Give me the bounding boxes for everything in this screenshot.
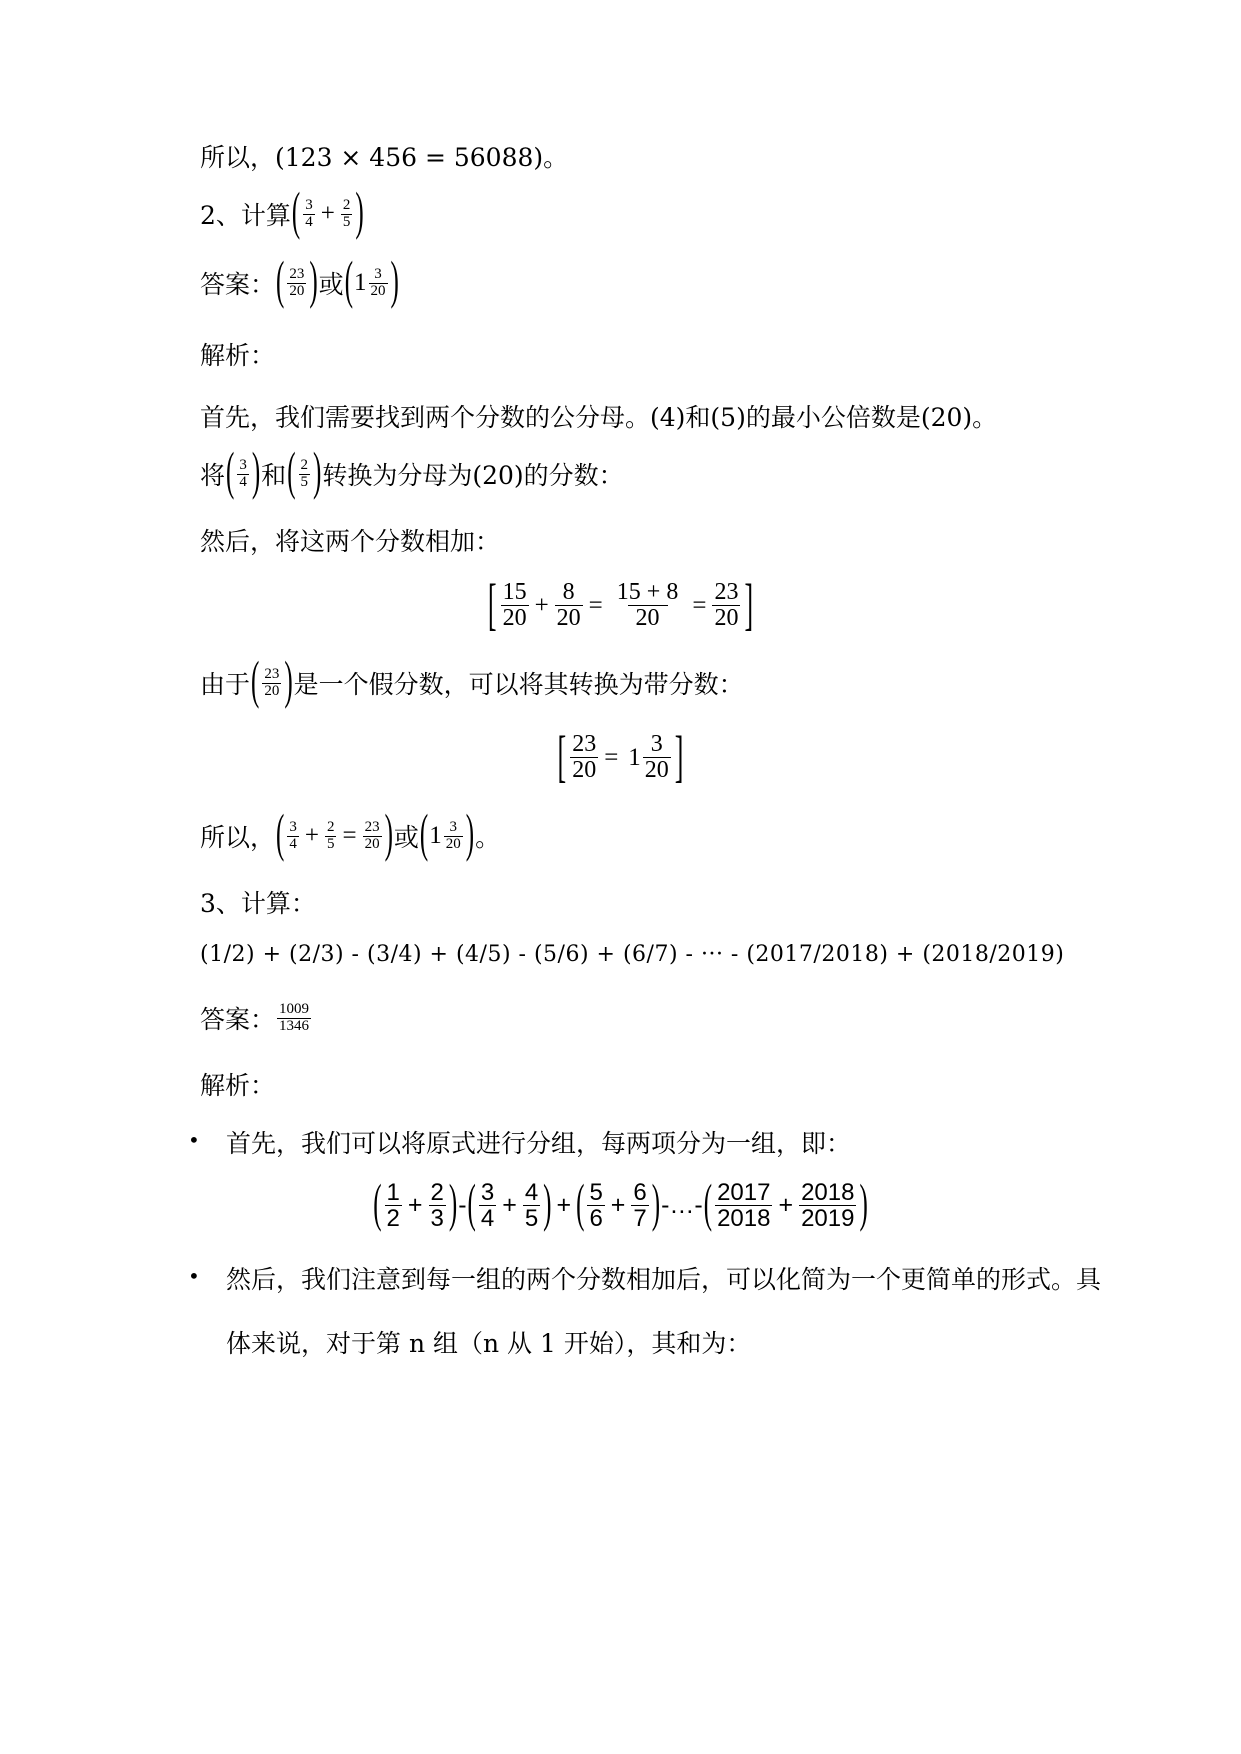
problem-2-label: 2、计算 [200, 201, 291, 230]
conclusion-line-1 [200, 138, 568, 174]
answer-line-3: 答案： $\frac{1009}{1346}$ [200, 1000, 310, 1034]
improper-fraction-line: 由于 ( $\frac{23}{20}$ ) 是一个假分数，可以将其转换为带分数： [200, 653, 744, 711]
or-text: 或 [318, 270, 344, 299]
plus-sign: + [320, 200, 335, 227]
equation-mixed: [ $\frac{23}{20}$ = 1 $\frac{3}{20}$ ] [557, 724, 684, 789]
analysis-label-1: 解析： [200, 341, 276, 370]
add-instruction: 然后，将这两个分数相加： [200, 527, 501, 556]
answer-line-2: 答案： ( $\frac{23}{20}$ ) 或 ( 1 $\frac{3}{20}$ ) [200, 253, 399, 311]
equation-sum: [ $\frac{15}{20}$ + $\frac{8}{20}$ = $\frac{15 + 8}{20}$ = $\frac{23}{20}$ ] [487, 572, 754, 637]
fraction-2-5: $\frac{2}{5}$ [342, 196, 351, 230]
fraction-23-20: $\frac{23}{20}$ [714, 579, 739, 632]
left-paren: ( [291, 184, 301, 242]
bullet-2-text-b: 体来说，对于第 n 组（n 从 1 开始），其和为： [226, 1329, 752, 1358]
fraction-sum: $\frac{15 + 8}{20}$ [616, 579, 679, 632]
bullet-1: • [188, 1128, 200, 1152]
bullet-2-text-a: 然后，我们注意到每一组的两个分数相加后，可以化简为一个更简单的形式。具 [226, 1265, 1102, 1294]
conclusion-text-1: 所以，(123 × 456 = 56088)。 [200, 143, 569, 172]
right-paren: ) [355, 184, 364, 242]
fraction-1009-1346: $\frac{1009}{1346}$ [279, 1000, 310, 1034]
fraction-3-4: $\frac{3}{4}$ [239, 456, 247, 490]
fraction-3-20: $\frac{3}{20}$ [370, 265, 386, 299]
fraction-3-4: $\frac{3}{4}$ [305, 196, 313, 230]
fraction-8-20: $\frac{8}{20}$ [556, 579, 581, 632]
analysis-text-1: 首先，我们需要找到两个分数的公分母。(4)和(5)的最小公倍数是(20)。 [200, 403, 998, 432]
grouped-expression: ( $\frac{1}{2}$ + $\frac{2}{3}$ ) - ( $\frac{3}{4}$ + $\frac{4}{5}$ ) + ( $\frac{5}{6}$ + $\frac{6}{7}$ ) - … - ( $\frac{2017}{2018}$ + $\frac{2018}{2019}$ ) [373, 1176, 868, 1233]
fraction-23-20: $\frac{23}{20}$ [264, 665, 280, 699]
problem-2-heading [200, 184, 365, 242]
fraction-23-20: $\frac{23}{20}$ [289, 265, 305, 299]
bullet-1-text: 首先，我们可以将原式进行分组，每两项分为一组，即： [226, 1129, 852, 1158]
convert-line: 将 ( $\frac{3}{4}$ ) 和 ( $\frac{2}{5}$ ) 转换为分母为(20)的分数： [200, 444, 624, 502]
fraction-23-20: $\frac{23}{20}$ [572, 731, 597, 784]
mixed-integer: 1 [354, 269, 367, 296]
fraction-3-20: $\frac{3}{20}$ [644, 731, 669, 784]
fraction-2-5: $\frac{2}{5}$ [300, 456, 309, 490]
fraction-15-20: $\frac{15}{20}$ [502, 579, 527, 632]
analysis-label-2: 解析： [200, 1071, 276, 1100]
answer-label: 答案： [200, 270, 276, 299]
bullet-2: • [188, 1264, 200, 1288]
conclusion-line-2: 所以， ( $\frac{3}{4}$ + $\frac{2}{5}$ = $\frac{23}{20}$ ) 或 ( 1 $\frac{3}{20}$ ) 。 [200, 806, 501, 864]
problem-3-heading: 3、计算： [200, 889, 316, 918]
problem-3-expression: (1/2) + (2/3) - (3/4) + (4/5) - (5/6) + (6/7) - ··· - (2017/2018) + (2018/2019) [200, 942, 1065, 967]
